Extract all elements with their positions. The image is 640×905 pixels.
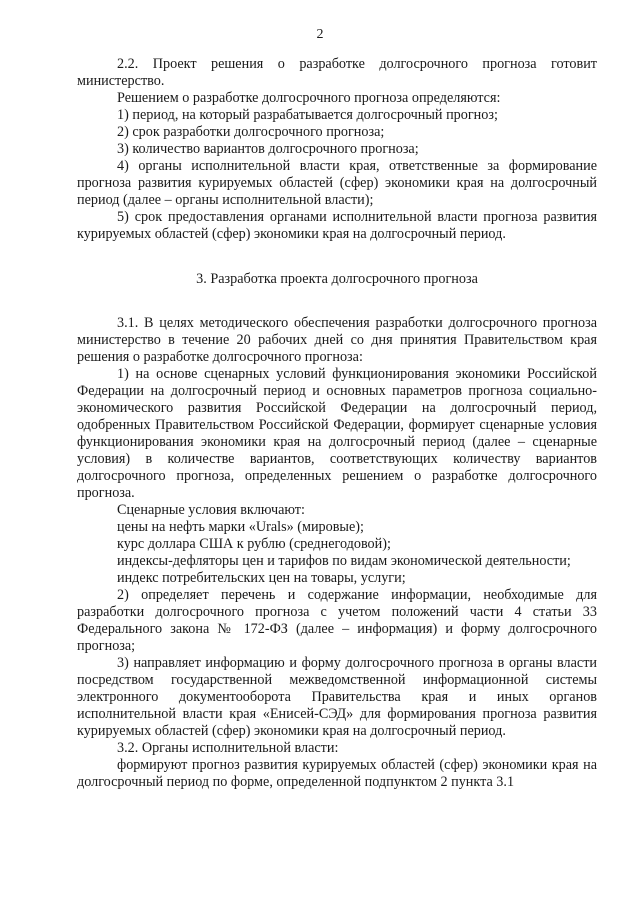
section-3-2-intro: 3.2. Органы исполнительной власти: <box>117 740 339 756</box>
scenario-item: индексы-дефляторы цен и тарифов по видам экономической деятельности; <box>117 553 571 569</box>
scenario-intro: Сценарные условия включают: <box>117 502 305 518</box>
section-2-2-item-3: 3) количество вариантов долгосрочного прогноза; <box>117 141 419 157</box>
scenario-item: курс доллара США к рублю (среднегодовой); <box>117 536 391 552</box>
document-body <box>77 56 597 791</box>
scenario-item: цены на нефть марки «Urals» (мировые); <box>117 519 364 535</box>
section-2-2-item-4: 4) органы исполнительной власти края, ответственные за формирование прогноза развития курируемых областей (сфер) экономики края на долгосрочный период (далее – органы исполнительной власти); <box>77 158 597 208</box>
section-2-2-determined: Решением о разработке долгосрочного прогноза определяются: <box>117 90 501 106</box>
page-number: 2 <box>316 27 324 42</box>
section-2-2-item-1: 1) период, на который разрабатывается долгосрочный прогноз; <box>117 107 498 123</box>
spacer <box>77 243 597 271</box>
section-2-2-item-2: 2) срок разработки долгосрочного прогноза; <box>117 124 385 140</box>
section-3-1-item-1: 1) на основе сценарных условий функционирования экономики Российской Федерации на долгосрочный период и основных параметров прогноза социально-экономического развития Российской Федерации на долгосрочный период, одобренных Правительством Российской Федерации, формирует сценарные условия функционирования экономики края на долгосрочный период (далее – сценарные условия) в количестве вариантов, соответствующих количеству вариантов долгосрочного прогноза, определенных решением о разработке долгосрочного прогноза. <box>77 366 597 501</box>
section-3-1-item-2: 2) определяет перечень и содержание информации, необходимые для разработки долгосрочного прогноза с учетом положений части 4 статьи 33 Федерального закона № 172-ФЗ (далее – информация) и форму долгосрочного прогноза; <box>77 587 597 654</box>
section-2-2-intro: 2.2. Проект решения о разработке долгосрочного прогноза готовит министерство. <box>77 56 597 89</box>
section-3-2-text: формируют прогноз развития курируемых областей (сфер) экономики края на долгосрочный период по форме, определенной подпунктом 2 пункта 3.1 <box>77 757 597 790</box>
spacer <box>77 288 597 315</box>
section-3-heading: 3. Разработка проекта долгосрочного прогноза <box>196 271 478 287</box>
section-2-2-item-5: 5) срок предоставления органами исполнительной власти прогноза развития курируемых областей (сфер) экономики края на долгосрочный период. <box>77 209 597 242</box>
section-3-1-intro: 3.1. В целях методического обеспечения разработки долгосрочного прогноза министерство в течение 20 рабочих дней со дня принятия Правительством края решения о разработке долгосрочного прогноза: <box>77 315 597 365</box>
section-3-1-item-3: 3) направляет информацию и форму долгосрочного прогноза в органы власти посредством государственной межведомственной информационной системы электронного документооборота Правительства края и иных органов исполнительной власти края «Енисей-СЭД» для формирования прогноза развития курируемых областей (сфер) экономики края на долгосрочный период. <box>77 655 597 739</box>
scenario-item: индекс потребительских цен на товары, услуги; <box>117 570 406 586</box>
